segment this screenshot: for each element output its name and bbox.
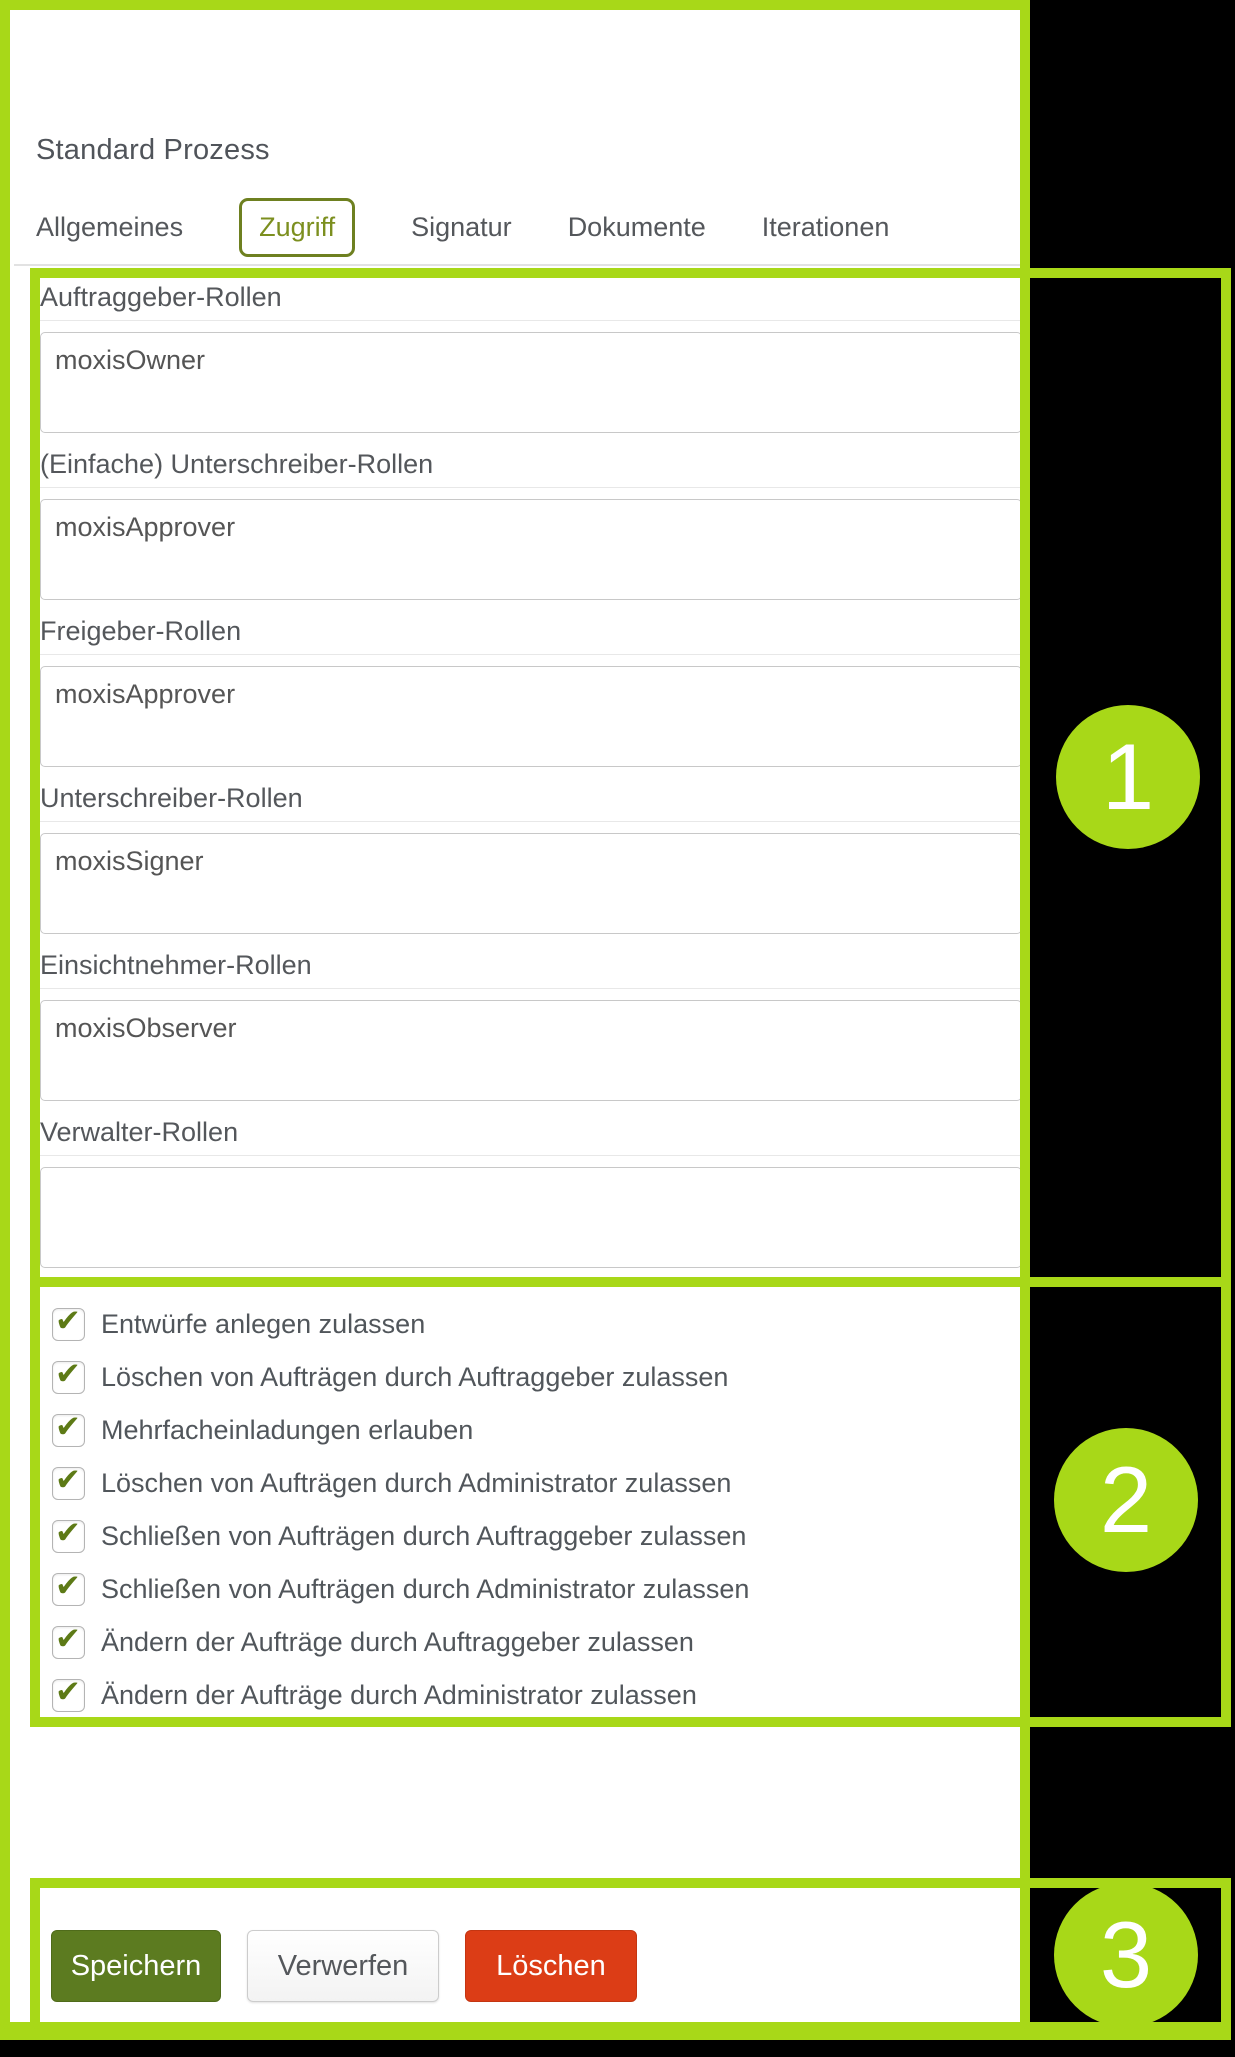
- checkbox-row-aendern-administrator[interactable]: [52, 1669, 1012, 1722]
- page-title: Standard Prozess: [36, 134, 270, 166]
- tab-underline: [14, 264, 1028, 266]
- checkmark-icon: ✔: [55, 1409, 81, 1444]
- checkbox-row-mehrfacheinladungen[interactable]: [52, 1404, 1012, 1457]
- annotation-box3-right: [1221, 1878, 1231, 2040]
- field-einsichtnehmer-rollen[interactable]: [40, 1000, 1022, 1101]
- field-freigeber-rollen[interactable]: [40, 666, 1022, 767]
- annotation-box2-top: [30, 1277, 1231, 1287]
- checkbox[interactable]: [52, 1568, 85, 1606]
- annotation-box1-left: [30, 268, 40, 1287]
- annotation-number: 3: [1099, 1902, 1153, 2007]
- checkbox-label: Schließen von Aufträgen durch Auftraggeber zulassen: [101, 1521, 747, 1551]
- delete-button[interactable]: Löschen: [465, 1930, 637, 2002]
- field-label-verwalter: Verwalter-Rollen: [40, 1117, 1022, 1156]
- annotation-box3-top: [30, 1878, 1231, 1888]
- checkmark-icon: ✔: [55, 1674, 81, 1709]
- outer-frame-left: [0, 0, 10, 2040]
- checkbox-label: Ändern der Aufträge durch Auftraggeber zulassen: [101, 1627, 694, 1657]
- tab-bar: [36, 190, 889, 264]
- tab-allgemeines[interactable]: Allgemeines: [36, 211, 184, 242]
- checkbox-label: Mehrfacheinladungen erlauben: [101, 1415, 474, 1445]
- checkbox[interactable]: [52, 1462, 85, 1500]
- checkbox-row-loeschen-auftraggeber[interactable]: [52, 1351, 1012, 1404]
- checkmark-icon: ✔: [55, 1568, 81, 1603]
- action-button-row: [51, 1930, 637, 2002]
- field-unterschreiber-rollen[interactable]: [40, 833, 1022, 934]
- field-einfache-unterschreiber-rollen[interactable]: [40, 499, 1022, 600]
- annotation-marker-3: [1054, 1883, 1198, 2027]
- checkbox[interactable]: [52, 1621, 85, 1659]
- checkbox-row-schliessen-administrator[interactable]: [52, 1563, 1012, 1616]
- checkbox-label: Löschen von Aufträgen durch Auftraggeber zulassen: [101, 1362, 729, 1392]
- tab-iterationen[interactable]: Iterationen: [761, 211, 890, 242]
- checkbox[interactable]: [52, 1356, 85, 1394]
- permissions-list: [52, 1298, 1012, 1722]
- annotation-box1-right: [1221, 268, 1231, 1287]
- annotation-box1-top: [30, 268, 1231, 278]
- outer-frame-bottom: [0, 2022, 1231, 2040]
- tab-zugriff[interactable]: Zugriff: [239, 198, 355, 257]
- field-label-einfache-unterschreiber: (Einfache) Unterschreiber-Rollen: [40, 449, 1022, 488]
- checkmark-icon: ✔: [55, 1621, 81, 1656]
- checkbox[interactable]: [52, 1674, 85, 1712]
- checkbox-label: Entwürfe anlegen zulassen: [101, 1309, 426, 1339]
- checkbox-label: Löschen von Aufträgen durch Administrator zulassen: [101, 1468, 732, 1498]
- field-verwalter-rollen[interactable]: [40, 1167, 1022, 1268]
- checkbox[interactable]: [52, 1303, 85, 1341]
- checkbox[interactable]: [52, 1409, 85, 1447]
- annotation-box3-left: [30, 1878, 40, 2040]
- checkbox-row-aendern-auftraggeber[interactable]: [52, 1616, 1012, 1669]
- annotation-box2-left: [30, 1277, 40, 1727]
- roles-form: [40, 282, 1022, 1284]
- checkbox-row-entwuerfe-anlegen[interactable]: [52, 1298, 1012, 1351]
- field-auftraggeber-rollen[interactable]: [40, 332, 1022, 433]
- annotation-box2-right: [1221, 1277, 1231, 1727]
- tab-dokumente[interactable]: Dokumente: [567, 211, 706, 242]
- outer-frame-right: [1020, 0, 1030, 2040]
- annotation-marker-2: [1054, 1428, 1198, 1572]
- save-button[interactable]: Speichern: [51, 1930, 221, 2002]
- discard-button[interactable]: Verwerfen: [247, 1930, 439, 2002]
- annotation-marker-1: [1056, 705, 1200, 849]
- field-label-freigeber: Freigeber-Rollen: [40, 616, 1022, 655]
- checkbox-label: Schließen von Aufträgen durch Administrator zulassen: [101, 1574, 750, 1604]
- checkbox-row-loeschen-administrator[interactable]: [52, 1457, 1012, 1510]
- annotation-number: 2: [1099, 1447, 1153, 1552]
- checkmark-icon: ✔: [55, 1515, 81, 1550]
- tab-signatur[interactable]: Signatur: [411, 211, 512, 242]
- checkbox-label: Ändern der Aufträge durch Administrator zulassen: [101, 1680, 697, 1710]
- checkmark-icon: ✔: [55, 1303, 81, 1338]
- field-label-auftraggeber: Auftraggeber-Rollen: [40, 282, 1022, 321]
- checkmark-icon: ✔: [55, 1462, 81, 1497]
- annotation-number: 1: [1101, 724, 1155, 829]
- field-label-einsichtnehmer: Einsichtnehmer-Rollen: [40, 950, 1022, 989]
- checkmark-icon: ✔: [55, 1356, 81, 1391]
- app-panel: [6, 6, 1026, 2036]
- checkbox[interactable]: [52, 1515, 85, 1553]
- checkbox-row-schliessen-auftraggeber[interactable]: [52, 1510, 1012, 1563]
- field-label-unterschreiber: Unterschreiber-Rollen: [40, 783, 1022, 822]
- annotation-box2-bottom: [30, 1717, 1231, 1727]
- outer-frame-top: [0, 0, 1030, 10]
